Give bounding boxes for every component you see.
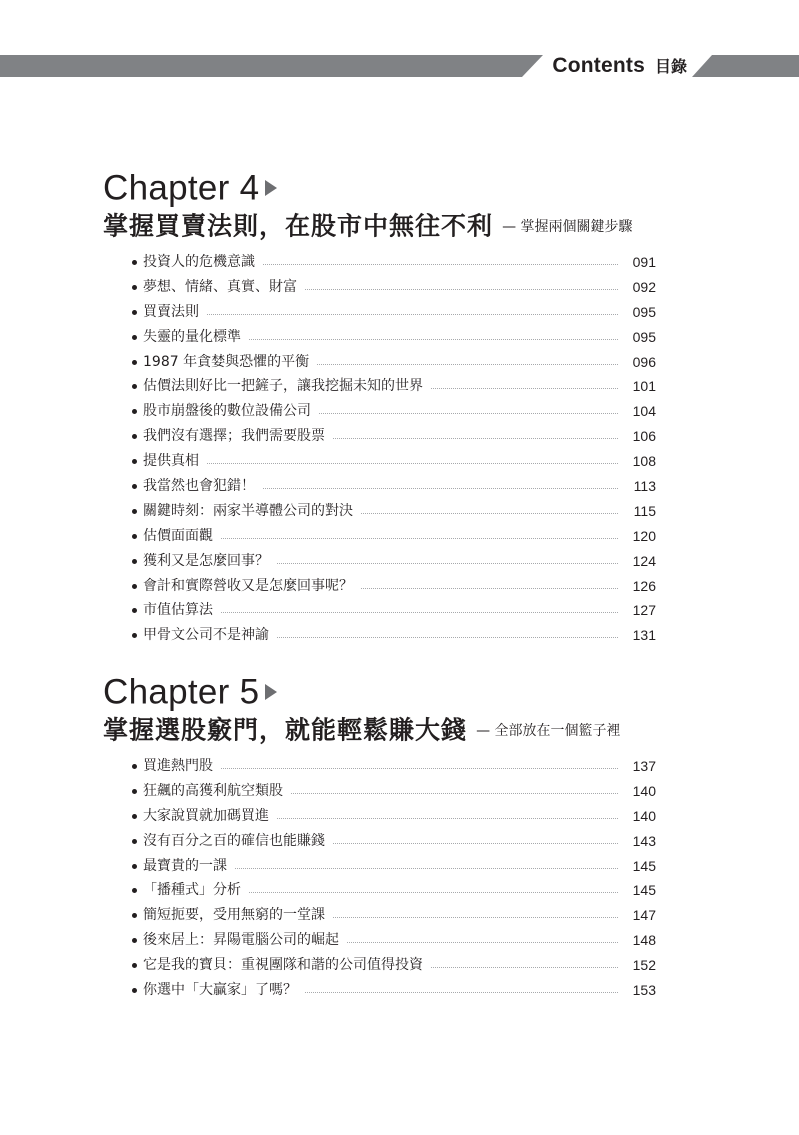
toc-entry-title: 我當然也會犯錯！ <box>143 478 255 495</box>
toc-entry[interactable] <box>132 623 656 648</box>
toc-entry[interactable] <box>132 779 656 804</box>
chapter-arrow-icon <box>265 684 277 700</box>
bullet-icon <box>132 608 137 613</box>
dot-leader <box>207 463 618 464</box>
chapter-section <box>103 672 663 1003</box>
chapter-heading <box>103 672 663 712</box>
toc-page-number: 140 <box>632 807 656 824</box>
toc-entry[interactable] <box>132 524 656 549</box>
toc-page-number: 091 <box>632 254 656 270</box>
toc-entry[interactable] <box>132 449 656 474</box>
toc-entry-title: 最寶貴的一課 <box>143 857 227 874</box>
chapter-arrow-icon <box>265 180 277 196</box>
toc-page-number: 126 <box>632 577 656 594</box>
toc-page-number: 153 <box>632 982 656 999</box>
toc-page-number: 108 <box>632 453 656 470</box>
bullet-icon <box>132 335 137 340</box>
chapter-title-row <box>103 711 663 749</box>
toc-entry-title: 你選中「大贏家」了嗎？ <box>143 982 297 999</box>
toc-entry[interactable] <box>132 549 656 574</box>
bullet-icon <box>132 260 137 265</box>
toc-entry[interactable] <box>132 374 656 399</box>
toc-page-number: 137 <box>632 758 656 774</box>
bullet-icon <box>132 559 137 564</box>
bullet-icon <box>132 384 137 389</box>
dot-leader <box>333 917 618 918</box>
toc-page-number: 104 <box>632 403 656 420</box>
dot-leader <box>249 892 618 893</box>
toc-entry[interactable] <box>132 325 656 350</box>
bullet-icon <box>132 963 137 968</box>
bullet-icon <box>132 509 137 514</box>
chapter-section <box>103 168 663 648</box>
bullet-icon <box>132 285 137 290</box>
toc-entry[interactable] <box>132 574 656 599</box>
toc-page-number: 152 <box>632 957 656 974</box>
dot-leader <box>221 612 618 613</box>
toc-page-number: 115 <box>633 502 656 519</box>
toc-entry[interactable] <box>132 350 656 375</box>
toc-page-number: 140 <box>632 782 656 799</box>
bullet-icon <box>132 864 137 869</box>
dot-leader <box>249 339 618 340</box>
toc-page-number: 095 <box>632 328 656 345</box>
dot-leader <box>277 818 618 819</box>
toc-page-number: 120 <box>632 527 656 544</box>
dot-leader <box>347 942 618 943</box>
dot-leader <box>431 967 618 968</box>
toc-entry-title: 市值估算法 <box>143 602 213 619</box>
toc-entry[interactable] <box>132 499 656 524</box>
dot-leader <box>305 992 618 993</box>
toc-entry-title: 買賣法則 <box>143 303 199 320</box>
dot-leader <box>277 637 618 638</box>
dot-leader <box>221 538 618 539</box>
toc-entry[interactable] <box>132 474 656 499</box>
bullet-icon <box>132 814 137 819</box>
toc-page-number: 101 <box>632 378 656 395</box>
toc-page-number: 148 <box>632 932 656 949</box>
chapter-title-row <box>103 207 663 245</box>
dot-leader <box>221 768 618 769</box>
toc-page-number: 092 <box>632 278 656 295</box>
toc-entry[interactable] <box>132 275 656 300</box>
toc-entry-title: 估價法則好比一把鏟子，讓我挖掘未知的世界 <box>143 378 423 395</box>
chapter-title: 掌握買賣法則，在股市中無往不利 <box>103 211 494 241</box>
page-header-title <box>552 52 687 80</box>
dot-leader <box>431 388 618 389</box>
dot-leader <box>235 868 618 869</box>
toc-entry[interactable] <box>132 878 656 903</box>
toc-page-number: 127 <box>632 602 656 619</box>
chapter-subtitle: — 全部放在一個籃子裡 <box>476 722 621 739</box>
toc-entry[interactable] <box>132 598 656 623</box>
chapter-subtitle: — 掌握兩個關鍵步驟 <box>502 218 633 235</box>
toc-entry[interactable] <box>132 928 656 953</box>
toc-entry-title: 夢想、情緒、真實、財富 <box>143 278 297 295</box>
toc-list <box>132 250 656 648</box>
toc-page-number: 113 <box>633 478 656 495</box>
toc-entry-title: 關鍵時刻：兩家半導體公司的對決 <box>143 502 353 519</box>
toc-entry-title: 沒有百分之百的確信也能賺錢 <box>143 832 325 849</box>
bullet-icon <box>132 360 137 365</box>
toc-entry-title: 「播種式」分析 <box>143 882 241 899</box>
bullet-icon <box>132 434 137 439</box>
dot-leader <box>361 588 618 589</box>
toc-entry[interactable] <box>132 754 656 779</box>
toc-page-number: 145 <box>632 857 656 874</box>
bullet-icon <box>132 988 137 993</box>
dot-leader <box>333 843 618 844</box>
toc-page-number: 131 <box>632 627 656 644</box>
bullet-icon <box>132 913 137 918</box>
toc-entry[interactable] <box>132 829 656 854</box>
toc-entry[interactable] <box>132 953 656 978</box>
bullet-icon <box>132 484 137 489</box>
toc-page-number: 096 <box>632 353 656 370</box>
dot-leader <box>319 413 618 414</box>
toc-page-number: 106 <box>632 428 656 445</box>
chapter-label: Chapter 4 <box>103 168 260 208</box>
toc-entry-title: 狂飆的高獲利航空類股 <box>143 782 283 799</box>
bullet-icon <box>132 534 137 539</box>
toc-entry-title: 大家說買就加碼買進 <box>143 807 269 824</box>
toc-page-number: 095 <box>632 303 656 320</box>
bullet-icon <box>132 459 137 464</box>
toc-page-number: 145 <box>632 882 656 899</box>
toc-entry-title: 簡短扼要，受用無窮的一堂課 <box>143 907 325 924</box>
toc-page-number: 124 <box>632 552 656 569</box>
bullet-icon <box>132 938 137 943</box>
toc-entry[interactable] <box>132 424 656 449</box>
dot-leader <box>361 513 618 514</box>
bullet-icon <box>132 409 137 414</box>
toc-entry-title: 提供真相 <box>143 453 199 470</box>
toc-entry-title: 它是我的寶貝：重視團隊和諧的公司值得投資 <box>143 957 423 974</box>
dot-leader <box>263 488 618 489</box>
header-title-en: Contents <box>552 54 645 77</box>
toc-entry[interactable] <box>132 978 656 1003</box>
bullet-icon <box>132 584 137 589</box>
dot-leader <box>207 314 618 315</box>
toc-entry-title: 後來居上：昇陽電腦公司的崛起 <box>143 932 339 949</box>
dot-leader <box>277 563 618 564</box>
toc-entry-title: 甲骨文公司不是神諭 <box>143 627 269 644</box>
toc-entry[interactable] <box>132 804 656 829</box>
toc-list <box>132 754 656 1003</box>
toc-entry-title: 1987 年貪婪與恐懼的平衡 <box>143 353 310 370</box>
dot-leader <box>263 264 618 265</box>
chapter-title: 掌握選股竅門，就能輕鬆賺大錢 <box>103 715 468 745</box>
bullet-icon <box>132 888 137 893</box>
toc-entry[interactable] <box>132 399 656 424</box>
toc-entry[interactable] <box>132 250 656 275</box>
bullet-icon <box>132 633 137 638</box>
toc-entry-title: 估價面面觀 <box>143 527 213 544</box>
toc-page-number: 143 <box>632 832 656 849</box>
toc-page-number: 147 <box>632 907 656 924</box>
bullet-icon <box>132 310 137 315</box>
bullet-icon <box>132 764 137 769</box>
dot-leader <box>333 438 618 439</box>
toc-entry[interactable] <box>132 300 656 325</box>
toc-entry[interactable] <box>132 854 656 879</box>
dot-leader <box>291 793 618 794</box>
toc-entry-title: 投資人的危機意識 <box>143 254 255 270</box>
toc-entry-title: 獲利又是怎麼回事？ <box>143 552 269 569</box>
toc-entry-title: 失靈的量化標準 <box>143 328 241 345</box>
toc-entry-title: 會計和實際營收又是怎麼回事呢？ <box>143 577 353 594</box>
header-title-zh: 目錄 <box>654 57 687 76</box>
toc-entry-title: 買進熱門股 <box>143 758 213 774</box>
bullet-icon <box>132 839 137 844</box>
bullet-icon <box>132 789 137 794</box>
toc-entry-title: 股市崩盤後的數位設備公司 <box>143 403 311 420</box>
toc-entry[interactable] <box>132 903 656 928</box>
toc-entry-title: 我們沒有選擇；我們需要股票 <box>143 428 325 445</box>
chapter-label: Chapter 5 <box>103 672 260 712</box>
chapter-heading <box>103 168 663 208</box>
dot-leader <box>317 364 618 365</box>
dot-leader <box>305 289 618 290</box>
